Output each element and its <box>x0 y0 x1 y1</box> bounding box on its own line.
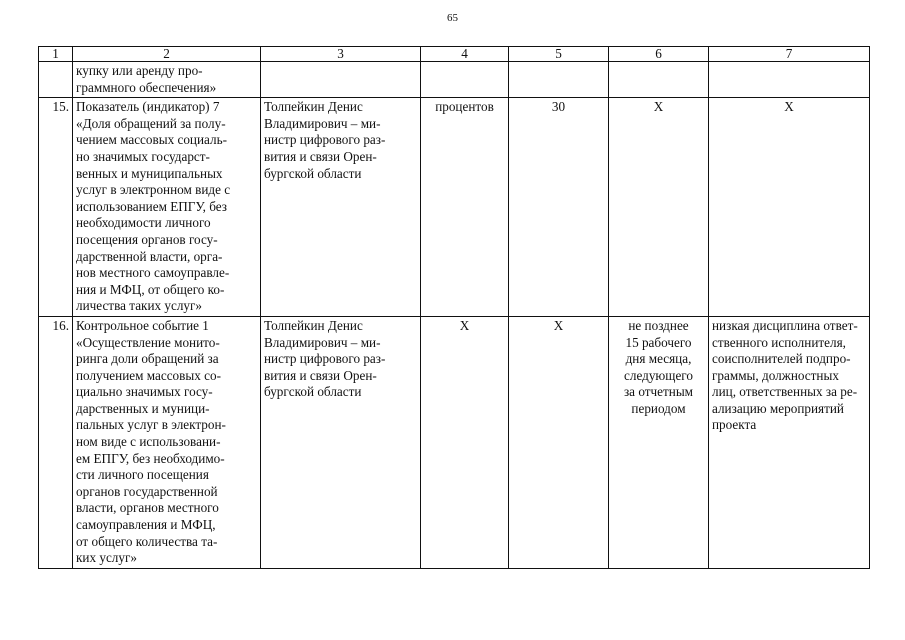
deadline-cell <box>609 98 709 317</box>
text-line: X <box>653 99 664 115</box>
text-line: посещения органов госу- <box>76 231 218 247</box>
risk-cell <box>709 316 870 568</box>
text-line: самоуправления и МФЦ, <box>76 517 216 533</box>
row-number: 15. <box>39 98 73 317</box>
responsible-cell <box>261 316 421 568</box>
unit-cell: X <box>421 316 509 568</box>
text-line: пальных услуг в электрон- <box>76 417 226 433</box>
text-line: вития и связи Орен- <box>264 148 377 164</box>
text-line: услуг в электронном виде с <box>76 182 231 198</box>
text-line: ализацию мероприятий <box>712 400 844 416</box>
text-line: «Доля обращений за полу- <box>76 115 226 131</box>
column-number: 1 <box>39 47 73 62</box>
description-cell <box>73 316 261 568</box>
text-line: дарственной власти, орга- <box>76 248 223 264</box>
column-number: 3 <box>261 47 421 62</box>
text-line: ном виде с использовани- <box>76 434 221 450</box>
column-number: 6 <box>609 47 709 62</box>
text-line: нов местного самоуправле- <box>76 265 230 281</box>
column-number: 2 <box>73 47 261 62</box>
text-line: бургской области <box>264 384 362 400</box>
text-line: циально значимых госу- <box>76 384 213 400</box>
column-number-row <box>39 47 870 62</box>
text-line: не позднее <box>628 317 689 333</box>
text-line: от общего количества та- <box>76 533 218 549</box>
text-line: ственного исполнителя, <box>712 334 846 350</box>
text-line: X <box>784 99 794 115</box>
text-line: сти личного посещения <box>76 467 209 483</box>
text-line: за отчетным <box>623 384 694 400</box>
text-line: следующего <box>624 367 693 383</box>
risk-cell <box>709 98 870 317</box>
text-line: личества таких услуг» <box>76 298 203 314</box>
column-number: 7 <box>709 47 870 62</box>
row-number: 16. <box>39 316 73 568</box>
text-line: Владимирович – ми- <box>264 115 381 131</box>
text-line: использованием ЕПГУ, без <box>76 198 227 214</box>
page-number: 65 <box>447 12 458 24</box>
responsible-cell <box>261 98 421 317</box>
text-line: Толпейкин Денис <box>264 317 363 333</box>
text-line: венных и муниципальных <box>76 165 223 181</box>
text-line: проекта <box>712 417 757 433</box>
text-line: Показатель (индикатор) 7 <box>76 99 220 115</box>
text-line: нистр цифрового раз- <box>264 132 386 148</box>
text-line: ния и МФЦ, от общего ко- <box>76 281 225 297</box>
deadline-cell <box>609 316 709 568</box>
text-line: низкая дисциплина ответ- <box>712 317 858 333</box>
text-line: получением массовых со- <box>76 367 221 383</box>
value-cell: 30 <box>509 98 609 317</box>
column-number: 5 <box>509 47 609 62</box>
text-line: Толпейкин Денис <box>264 99 363 115</box>
responsible-cell <box>261 62 421 98</box>
text-line: периодом <box>631 400 686 416</box>
text-line: бургской области <box>264 165 362 181</box>
unit-cell <box>421 62 509 98</box>
row-number <box>39 62 73 98</box>
text-line: Владимирович – ми- <box>264 334 381 350</box>
text-line: лиц, ответственных за ре- <box>712 384 858 400</box>
text-line: «Осуществление монито- <box>76 334 220 350</box>
text-line: ких услуг» <box>76 550 137 566</box>
text-line: но значимых государст- <box>76 148 210 164</box>
description-cell <box>73 98 261 317</box>
description-cell <box>73 62 261 98</box>
text-line: органов государственной <box>76 483 218 499</box>
text-line: купку или аренду про- <box>76 63 203 78</box>
text-line: граммы, должностных <box>712 367 839 383</box>
table-row <box>39 316 870 568</box>
text-line: граммного обеспечения» <box>76 79 217 95</box>
text-line: власти, органов местного <box>76 500 219 516</box>
column-number: 4 <box>421 47 509 62</box>
text-line: дня месяца, <box>625 351 692 367</box>
text-line: нистр цифрового раз- <box>264 351 386 367</box>
text-line: ринга доли обращений за <box>76 351 219 367</box>
text-line: дарственных и муници- <box>76 400 210 416</box>
value-cell <box>509 62 609 98</box>
text-line: вития и связи Орен- <box>264 367 377 383</box>
text-line: необходимости личного <box>76 215 211 231</box>
deadline-cell <box>609 62 709 98</box>
value-cell: X <box>509 316 609 568</box>
text-line: соисполнителей подпро- <box>712 351 851 367</box>
text-line: чением массовых социаль- <box>76 132 227 148</box>
table-row <box>39 62 870 98</box>
unit-cell: процентов <box>421 98 509 317</box>
measures-table <box>38 46 870 569</box>
text-line: Контрольное событие 1 <box>76 317 209 333</box>
risk-cell <box>709 62 870 98</box>
table-row <box>39 98 870 317</box>
text-line: 15 рабочего <box>625 334 692 350</box>
text-line: ем ЕПГУ, без необходимо- <box>76 450 225 466</box>
